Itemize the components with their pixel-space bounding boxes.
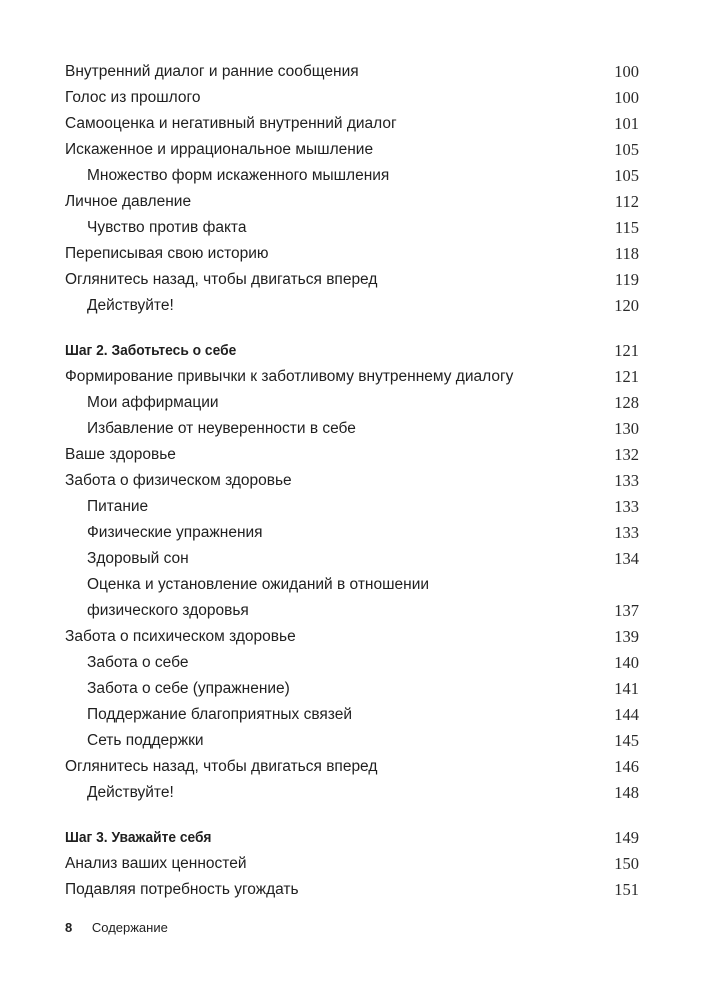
toc-entry-title: Ваше здоровье (65, 446, 176, 463)
toc-entry-title: Оглянитесь назад, чтобы двигаться вперед (65, 758, 378, 775)
toc-entry-title: Анализ ваших ценностей (65, 855, 247, 872)
toc-entry (65, 111, 639, 137)
toc-entry-page-number: 137 (614, 601, 639, 620)
toc-entry (65, 267, 639, 293)
toc-entry-title: Забота о физическом здоровье (65, 472, 292, 489)
toc-entry-title: Оглянитесь назад, чтобы двигаться вперед (65, 271, 378, 288)
toc-subentry (65, 650, 639, 676)
toc-subentry (65, 416, 639, 442)
toc-entry-title: Действуйте! (87, 297, 174, 314)
toc-entry-page-number: 119 (614, 270, 639, 289)
toc-entry-page-number: 105 (614, 140, 639, 159)
toc-entry-page-number: 150 (614, 854, 639, 873)
toc-entry-title: Поддержание благоприятных связей (87, 706, 352, 723)
toc-entry-title: Избавление от неуверенности в себе (87, 420, 356, 437)
section-gap (65, 806, 639, 825)
toc-entry-title: Самооценка и негативный внутренний диалог (65, 115, 397, 132)
toc-entry-page-number: 148 (614, 783, 639, 802)
toc-entry-title: Забота о психическом здоровье (65, 628, 296, 645)
toc-subentry (65, 676, 639, 702)
toc-entry-page-number: 128 (614, 393, 639, 412)
toc-section-heading (65, 825, 639, 851)
toc-subentry (65, 572, 639, 624)
toc-entry-page-number: 139 (614, 627, 639, 646)
toc-entry-page-number: 118 (614, 244, 639, 263)
toc-entry-title: Действуйте! (87, 784, 174, 801)
toc-entry-title: Голос из прошлого (65, 89, 201, 106)
toc-entry-title: Подавляя потребность угождать (65, 881, 299, 898)
toc-entry-page-number: 133 (614, 497, 639, 516)
toc-entry (65, 877, 639, 903)
toc-entry-title: Шаг 3. Уважайте себя (65, 829, 212, 846)
toc-entry-title: Забота о себе (87, 654, 189, 671)
toc-subentry (65, 390, 639, 416)
toc-entry (65, 59, 639, 85)
toc-entry-page-number: 120 (614, 296, 639, 315)
toc-entry-page-number: 121 (614, 341, 639, 360)
toc-entry-page-number: 141 (614, 679, 639, 698)
toc-subentry (65, 293, 639, 319)
toc-entry-page-number: 145 (614, 731, 639, 750)
toc-entry-page-number: 100 (614, 62, 639, 81)
toc-entry-title: Забота о себе (упражнение) (87, 680, 290, 697)
toc-subentry (65, 494, 639, 520)
toc-entry-page-number: 130 (614, 419, 639, 438)
toc-entry-page-number: 132 (614, 445, 639, 464)
toc-entry-title: Оценка и установление ожиданий в отношении физического здоровья (87, 576, 430, 619)
toc-entry-title: Шаг 2. Заботьтесь о себе (65, 342, 237, 359)
toc-entry-title: Искаженное и иррациональное мышление (65, 141, 374, 158)
toc-entry (65, 137, 639, 163)
toc-entry-title: Питание (87, 498, 149, 515)
page-footer (65, 918, 168, 938)
toc-entry-page-number: 105 (614, 166, 639, 185)
toc-entry-title: Формирование привычки к заботливому внутреннему диалогу (65, 368, 514, 385)
toc-entry (65, 754, 639, 780)
toc-section-heading (65, 338, 639, 364)
toc-entry-title: Мои аффирмации (87, 394, 219, 411)
toc-entry-title: Сеть поддержки (87, 732, 204, 749)
toc-entry-page-number: 133 (614, 471, 639, 490)
toc-entry-title: Переписывая свою историю (65, 245, 269, 262)
toc-entry-title: Физические упражнения (87, 524, 263, 541)
toc-entry-page-number: 149 (614, 828, 639, 847)
toc-subentry (65, 215, 639, 241)
toc-subentry (65, 728, 639, 754)
section-gap (65, 319, 639, 338)
toc-subentry (65, 520, 639, 546)
toc-entry-page-number: 101 (614, 114, 639, 133)
toc-entry (65, 851, 639, 877)
toc-entry-title: Чувство против факта (87, 219, 247, 236)
toc-entry-page-number: 140 (614, 653, 639, 672)
toc-entry-page-number: 151 (614, 880, 639, 899)
toc-entry (65, 189, 639, 215)
page-number: 8 (65, 920, 73, 935)
running-footer-title: Содержание (91, 920, 168, 935)
toc-entry-page-number: 133 (614, 523, 639, 542)
toc-entry-page-number: 100 (614, 88, 639, 107)
toc-entry (65, 624, 639, 650)
toc-subentry (65, 546, 639, 572)
toc-entry (65, 241, 639, 267)
toc-entry-title: Внутренний диалог и ранние сообщения (65, 63, 359, 80)
toc-entry-title: Личное давление (65, 193, 192, 210)
toc-entry-page-number: 144 (614, 705, 639, 724)
toc-entry-page-number: 115 (614, 218, 639, 237)
toc-subentry (65, 780, 639, 806)
toc-entry (65, 468, 639, 494)
toc-entry-page-number: 134 (614, 549, 639, 568)
toc-entry (65, 442, 639, 468)
toc-entry (65, 364, 639, 390)
toc-entry (65, 85, 639, 111)
toc-subentry (65, 163, 639, 189)
toc-entry-page-number: 146 (614, 757, 639, 776)
toc-entry-title: Здоровый сон (87, 550, 189, 567)
toc-entry-title: Множество форм искаженного мышления (87, 167, 390, 184)
toc-entry-page-number: 121 (614, 367, 639, 386)
table-of-contents (65, 59, 639, 903)
toc-subentry (65, 702, 639, 728)
toc-entry-page-number: 112 (614, 192, 639, 211)
